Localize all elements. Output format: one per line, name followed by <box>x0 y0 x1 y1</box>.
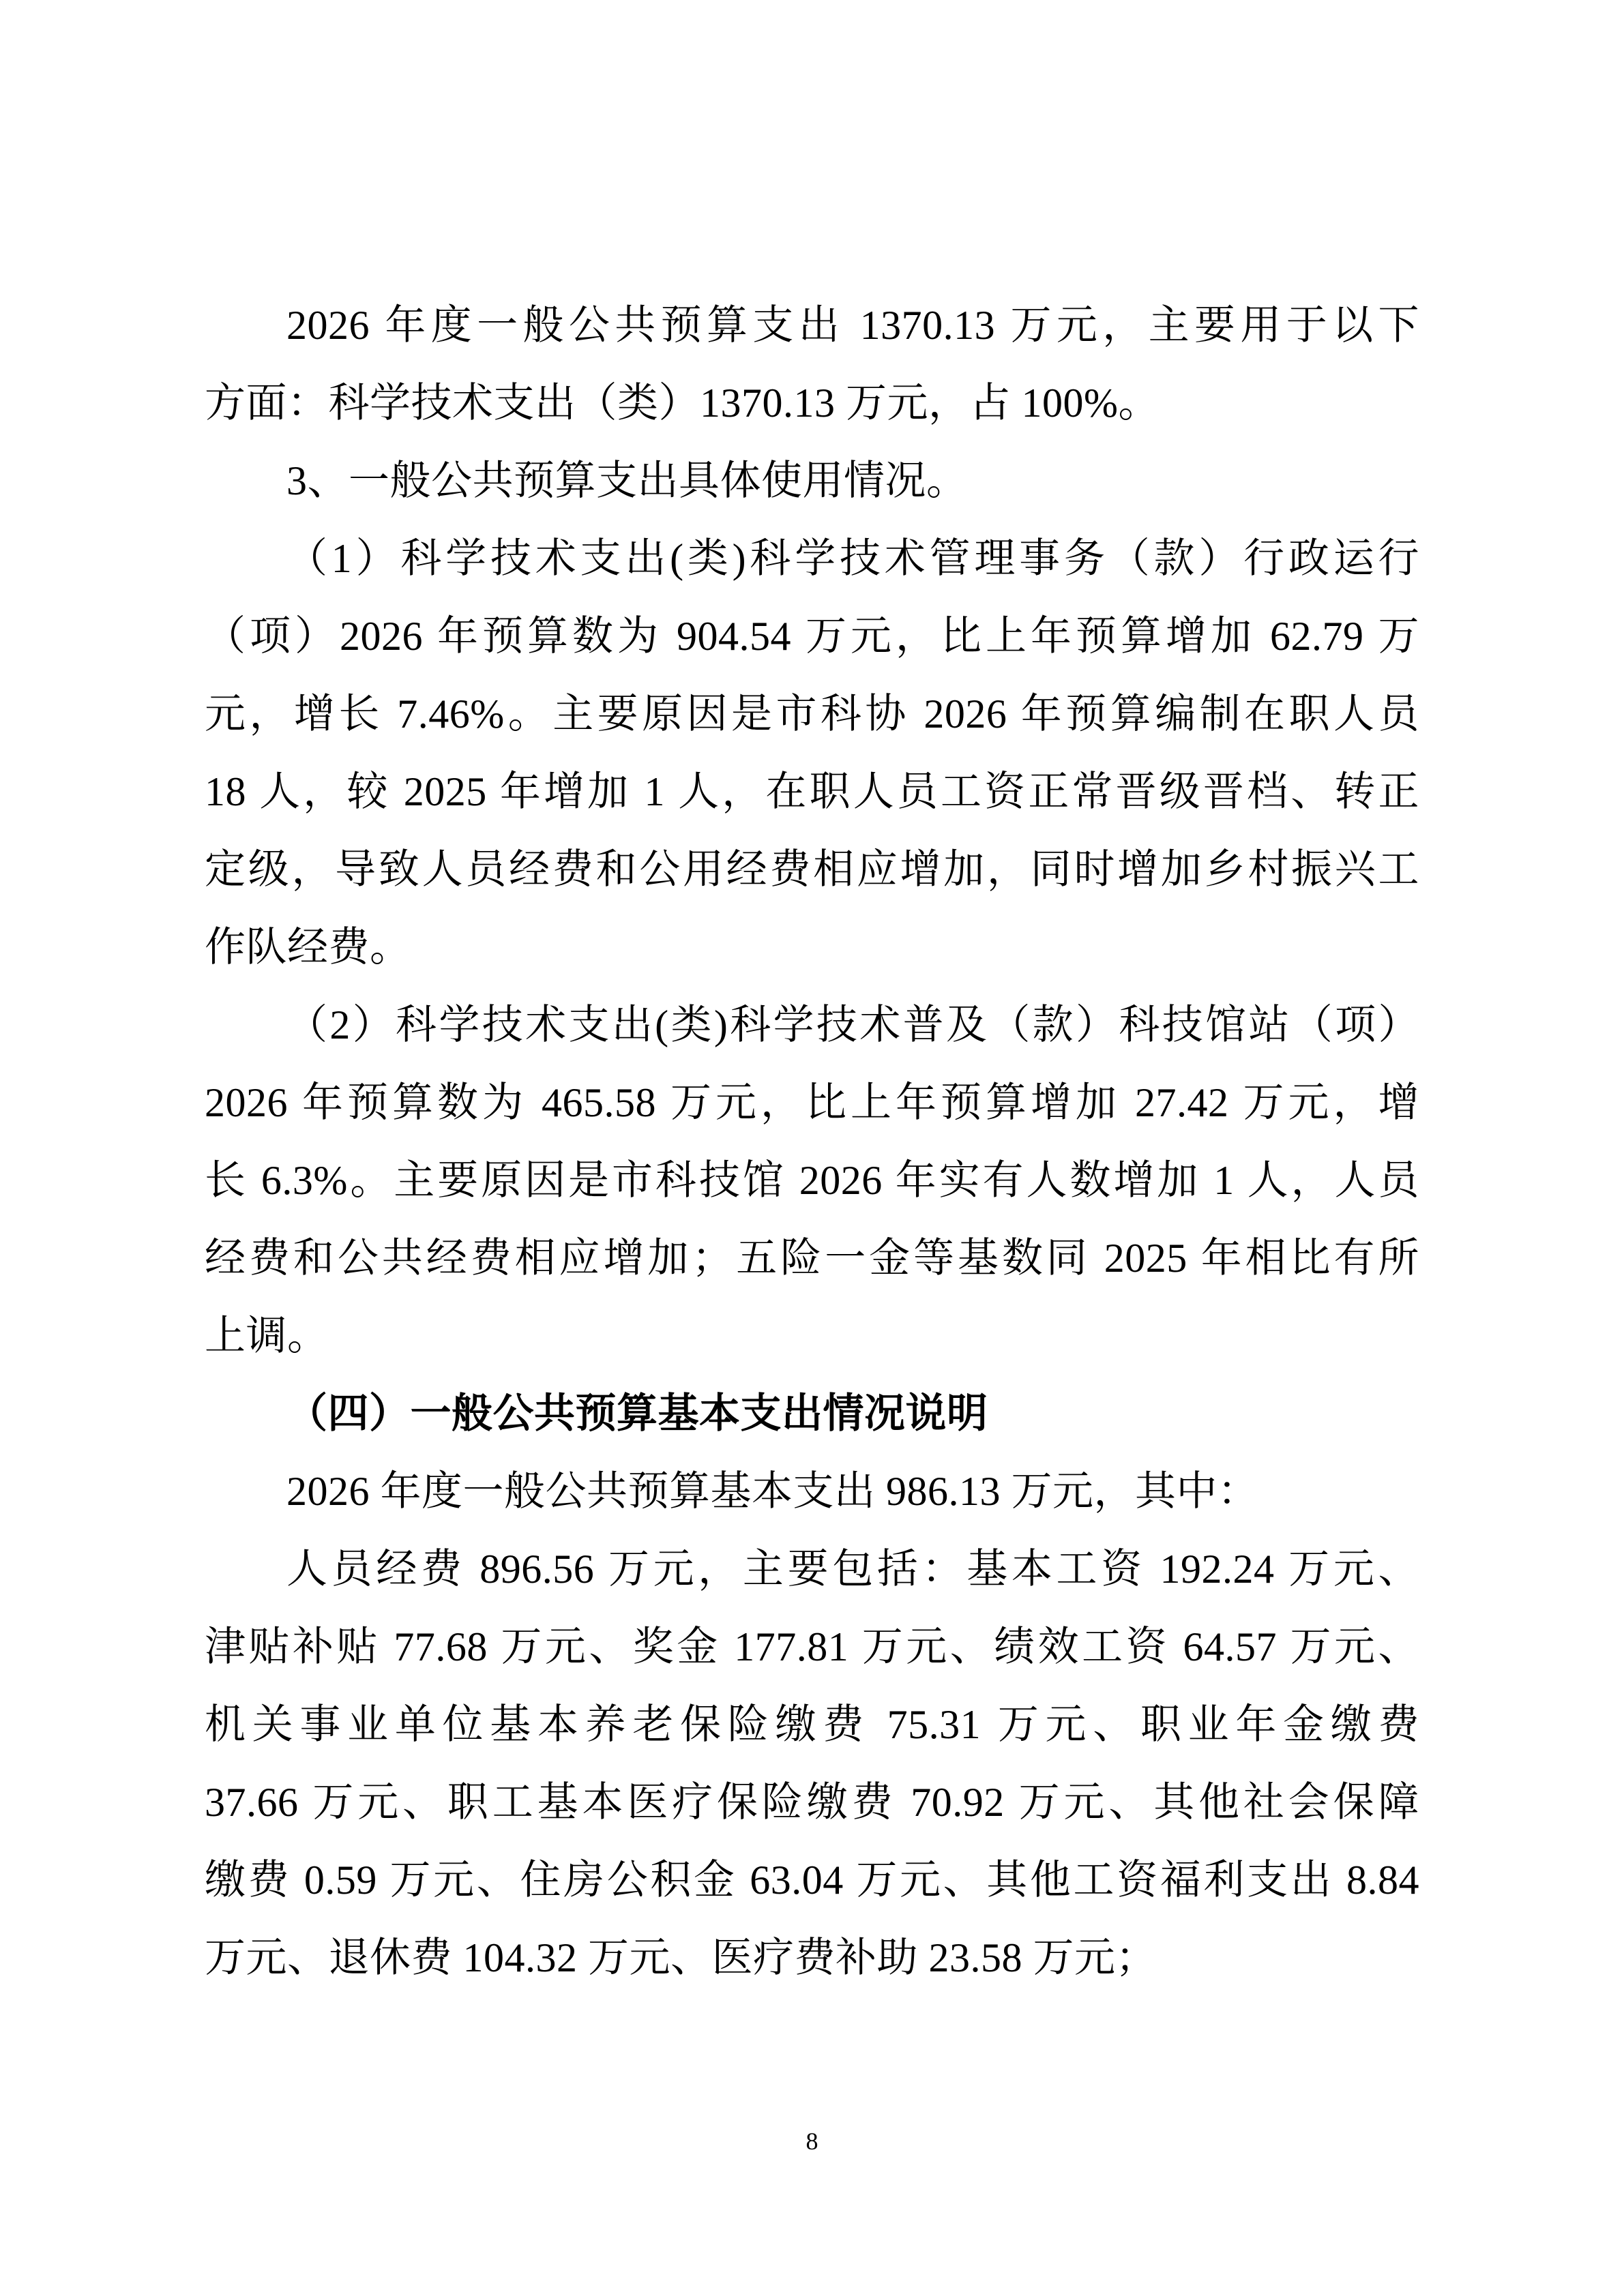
text-line: 人员经费 896.56 万元，主要包括：基本工资 192.24 万元、 <box>286 1547 1419 1592</box>
text-line: 长 6.3%。主要原因是市科技馆 2026 年实有人数增加 1 人，人员 <box>205 1158 1419 1203</box>
text-line: 作队经费。 <box>205 925 411 970</box>
section-heading: （四）一般公共预算基本支出情况说明 <box>286 1391 988 1436</box>
text-line: 2026 年预算数为 465.58 万元，比上年预算增加 27.42 万元，增 <box>205 1080 1419 1125</box>
text-line: 定级，导致人员经费和公用经费相应增加，同时增加乡村振兴工 <box>205 847 1419 892</box>
text-line: 3、一般公共预算支出具体使用情况。 <box>286 458 968 503</box>
text-line: 18 人，较 2025 年增加 1 人，在职人员工资正常晋级晋档、转正 <box>205 769 1419 814</box>
text-line: 万元、退休费 104.32 万元、医疗费补助 23.58 万元； <box>205 1935 1157 1980</box>
text-line: 缴费 0.59 万元、住房公积金 63.04 万元、其他工资福利支出 8.84 <box>205 1858 1419 1903</box>
text-line: 上调。 <box>205 1313 329 1358</box>
text-line: 2026 年度一般公共预算基本支出 986.13 万元，其中： <box>286 1469 1259 1514</box>
page-number: 8 <box>806 2128 818 2155</box>
text-line: 元，增长 7.46%。主要原因是市科协 2026 年预算编制在职人员 <box>205 691 1419 736</box>
document-body <box>205 286 1419 1997</box>
text-line: 机关事业单位基本养老保险缴费 75.31 万元、职业年金缴费 <box>205 1702 1419 1747</box>
text-line: 2026 年度一般公共预算支出 1370.13 万元，主要用于以下 <box>286 303 1419 348</box>
text-line: （2）科学技术支出(类)科学技术普及（款）科技馆站（项） <box>286 1002 1419 1047</box>
text-line: 37.66 万元、职工基本医疗保险缴费 70.92 万元、其他社会保障 <box>205 1780 1419 1825</box>
text-line: 经费和公共经费相应增加；五险一金等基数同 2025 年相比有所 <box>205 1236 1419 1281</box>
text-line: （1）科学技术支出(类)科学技术管理事务（款）行政运行 <box>286 536 1419 581</box>
text-line: 方面：科学技术支出（类）1370.13 万元，占 100%。 <box>205 381 1160 426</box>
text-line: 津贴补贴 77.68 万元、奖金 177.81 万元、绩效工资 64.57 万元、 <box>205 1624 1419 1669</box>
text-line: （项）2026 年预算数为 904.54 万元，比上年预算增加 62.79 万 <box>205 614 1419 659</box>
